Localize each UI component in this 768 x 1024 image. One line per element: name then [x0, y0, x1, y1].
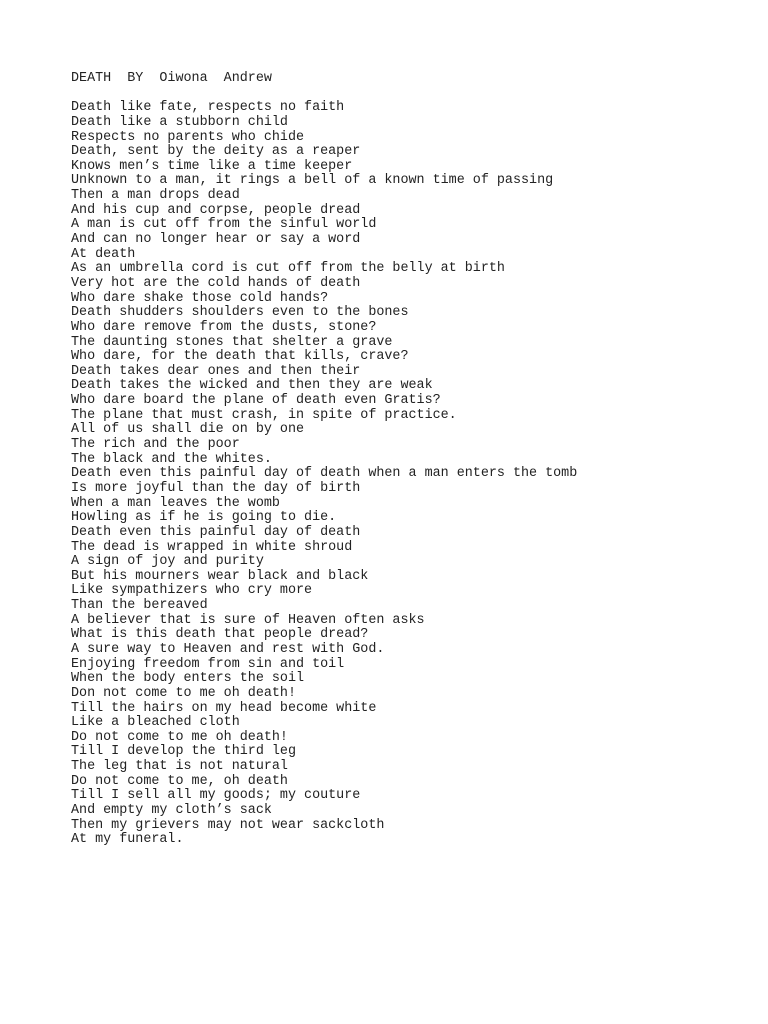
poem-line: At my funeral.	[71, 832, 184, 848]
poem-line: And his cup and corpse, people dread	[71, 202, 361, 218]
poem-line: Who dare shake those cold hands?	[71, 290, 329, 306]
poem-line: Very hot are the cold hands of death	[71, 275, 361, 291]
poem-line: Then a man drops dead	[71, 188, 240, 204]
poem-line: Who dare, for the death that kills, crave?	[71, 349, 409, 365]
poem-line: When a man leaves the womb	[71, 495, 280, 511]
poem-line: Death like fate, respects no faith	[71, 100, 345, 116]
poem-line: Death, sent by the deity as a reaper	[71, 144, 361, 160]
poem-line: Is more joyful than the day of birth	[71, 480, 361, 496]
poem-line: Do not come to me oh death!	[71, 729, 288, 745]
poem-line: And empty my cloth’s sack	[71, 803, 272, 819]
poem-line: But his mourners wear black and black	[71, 568, 369, 584]
poem-line: At death	[71, 246, 136, 262]
poem-line: The daunting stones that shelter a grave	[71, 334, 393, 350]
poem-line: A sign of joy and purity	[71, 554, 264, 570]
poem-line: The dead is wrapped in white shroud	[71, 539, 353, 555]
poem-line: Death even this painful day of death when a man enters the tomb	[71, 466, 578, 482]
poem-line: Do not come to me, oh death	[71, 773, 288, 789]
poem-line: The rich and the poor	[71, 437, 240, 453]
poem-line: What is this death that people dread?	[71, 627, 369, 643]
poem-line: Death takes dear ones and then their	[71, 363, 361, 379]
poem-line: Respects no parents who chide	[71, 129, 305, 145]
poem-line: Don not come to me oh death!	[71, 685, 296, 701]
poem-line: Till I sell all my goods; my couture	[71, 788, 361, 804]
poem-line: When the body enters the soil	[71, 671, 305, 687]
poem-line: Howling as if he is going to die.	[71, 510, 337, 526]
poem-line: Enjoying freedom from sin and toil	[71, 656, 345, 672]
poem-line: All of us shall die on by one	[71, 422, 305, 438]
poem-line: Death even this painful day of death	[71, 524, 361, 540]
poem-line: Death takes the wicked and then they are weak	[71, 378, 433, 394]
poem-line: The leg that is not natural	[71, 759, 288, 775]
poem-body	[71, 72, 751, 848]
poem-line: The plane that must crash, in spite of practice.	[71, 407, 457, 423]
poem-line: A believer that is sure of Heaven often asks	[71, 612, 425, 628]
poem-line: Than the bereaved	[71, 598, 208, 614]
poem-line: Death shudders shoulders even to the bones	[71, 305, 409, 321]
poem-line: Like sympathizers who cry more	[71, 583, 313, 599]
poem-lines	[71, 101, 751, 848]
poem-line: A man is cut off from the sinful world	[71, 217, 377, 233]
poem-line: Till the hairs on my head become white	[71, 700, 377, 716]
poem-line: Who dare remove from the dusts, stone?	[71, 319, 377, 335]
poem-line: Till I develop the third leg	[71, 744, 296, 760]
poem-line: Like a bleached cloth	[71, 715, 240, 731]
poem-line: The black and the whites.	[71, 451, 272, 467]
poem-line: Who dare board the plane of death even Gratis?	[71, 393, 441, 409]
poem-line: Death like a stubborn child	[71, 114, 288, 130]
poem-line: And can no longer hear or say a word	[71, 232, 361, 248]
poem-line: Unknown to a man, it rings a bell of a known time of passing	[71, 173, 554, 189]
poem-title: DEATH BY Oiwona Andrew	[71, 71, 272, 86]
poem-line: As an umbrella cord is cut off from the belly at birth	[71, 261, 505, 277]
poem-line: Knows men’s time like a time keeper	[71, 158, 353, 174]
poem-line: Then my grievers may not wear sackcloth	[71, 817, 385, 833]
poem-line: A sure way to Heaven and rest with God.	[71, 641, 385, 657]
